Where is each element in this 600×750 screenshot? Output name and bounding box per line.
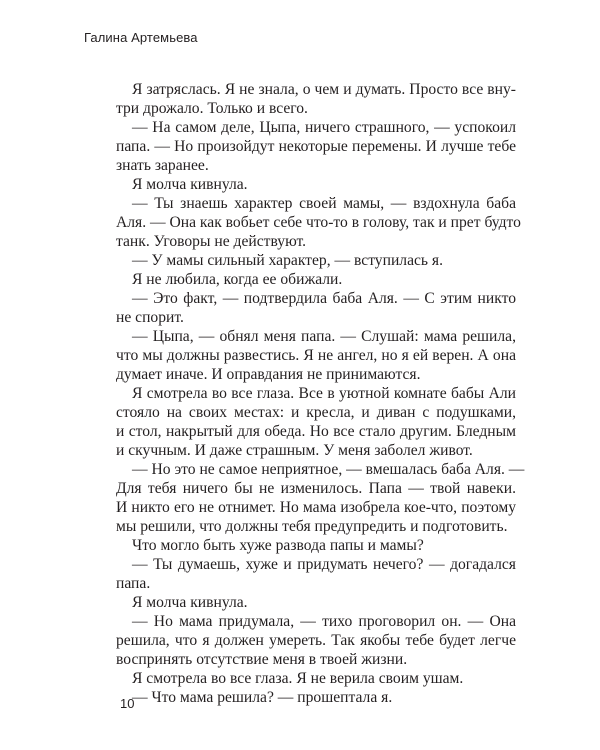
text-line: — На самом деле, Цыпа, ничего страшного, — успокоил — [132, 119, 516, 136]
text-line: Я смотрела во все глаза. Я не верила своим ушам. — [132, 670, 464, 687]
text-line: — Цыпа, — обнял меня папа. — Слушай: мама решила, — [132, 328, 516, 345]
text-line: папа. — [116, 575, 151, 592]
page-number: 10 — [120, 696, 135, 711]
text-line: — Ты знаешь характер своей мамы, — вздохнула баба — [132, 195, 516, 212]
text-line: и скучным. И даже страшным. У меня заболел живот. — [116, 442, 473, 459]
text-line: Я молча кивнула. — [132, 594, 248, 611]
text-line: и стол, накрытый для обеда. Но все стало другим. Бледным — [116, 423, 516, 440]
text-line: Я затряслась. Я не знала, о чем и думать. Просто все вну- — [132, 81, 516, 98]
text-line: думает иначе. И оправдания не принимаются. — [116, 366, 421, 383]
text-line: — Это факт, — подтвердила баба Аля. — С этим никто — [132, 290, 516, 307]
text-line: стояло на своих местах: и кресла, и диван с подушками, — [116, 404, 516, 421]
text-line: Я молча кивнула. — [132, 176, 248, 193]
text-line: — У мамы сильный характер, — вступилась я. — [132, 252, 443, 269]
text-line: Что могло быть хуже развода папы и мамы? — [132, 537, 424, 554]
text-line: Аля. — Она как вобьет себе что-то в голову, так и прет будто — [116, 214, 521, 231]
text-line: три дрожало. Только и всего. — [116, 100, 308, 117]
text-line: — Что мама решила? — прошептала я. — [132, 689, 393, 706]
text-line: — Но это не самое неприятное, — вмешалась баба Аля. — — [132, 461, 525, 478]
text-line: решила, что я должен умереть. Так якобы тебе будет легче — [116, 632, 516, 649]
text-line: воспринять отсутствие меня в твоей жизни. — [116, 651, 408, 668]
text-line: Я не любила, когда ее обижали. — [132, 271, 343, 288]
text-line: знать заранее. — [116, 157, 209, 174]
text-line: что мы должны развестись. Я не ангел, но я ей верен. А она — [116, 347, 516, 364]
text-line: — Ты думаешь, хуже и придумать нечего? — догадался — [132, 556, 516, 573]
text-line: Для тебя ничего бы не изменилось. Папа — твой навеки. — [116, 480, 516, 497]
body-text — [116, 80, 525, 707]
running-header-author: Галина Артемьева — [84, 30, 198, 45]
text-line: папа. — Но произойдут некоторые перемены. И лучше тебе — [116, 138, 516, 155]
text-line: не спорит. — [116, 309, 184, 326]
text-line: мы решили, что должны тебя предупредить и подготовить. — [116, 518, 508, 535]
text-line: — Но мама придумала, — тихо проговорил он. — Она — [132, 613, 516, 630]
text-line: И никто его не отнимет. Но мама изобрела кое-что, поэтому — [116, 499, 516, 516]
text-line: Я смотрела во все глаза. Все в уютной комнате бабы Али — [132, 385, 516, 402]
text-line: танк. Уговоры не действуют. — [116, 233, 307, 250]
